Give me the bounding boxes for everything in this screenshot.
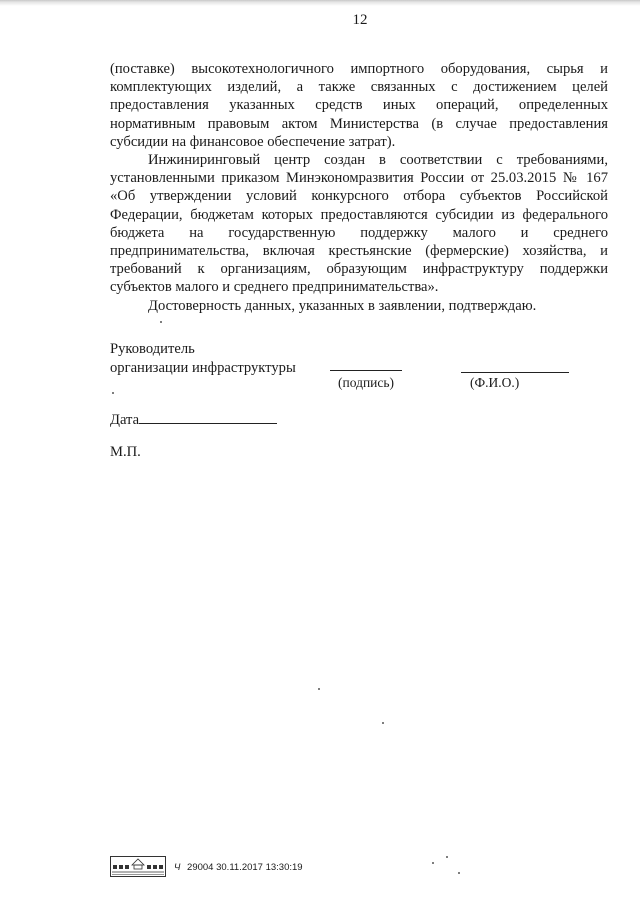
signature-line: [330, 370, 402, 371]
date-label: Дата: [110, 412, 140, 428]
document-system-logo-icon: [110, 856, 166, 877]
registration-stamp: [174, 862, 303, 873]
signer-role-line-2: организации инфраструктуры: [110, 360, 296, 376]
signer-role-line-1: Руководитель: [110, 341, 195, 357]
date-line: [139, 410, 277, 424]
scan-speck: [382, 722, 384, 724]
paragraph-confirmation: Достоверность данных, указанных в заявлении, подтверждаю.: [148, 297, 537, 314]
paragraph-engineering-center: Инжиниринговый центр создан в соответствии с требованиями, установленными приказом Минэкономразвития России от 25.03.2015 № 167 «Об утверждении условий конкурсного отбора субъектов Российской Федерации, бюджетам которых предоставляются субсидии из федерального бюджета на государственную поддержку малого и среднего предпринимательства, включая крестьянские (фермерские) хозяйства, и требований к организациям, образующим инфраструктуру поддержки субъектов малого и среднего предпринимательства».: [110, 152, 608, 296]
registration-datetime: 30.11.2017 13:30:19: [216, 862, 303, 873]
registration-number: 29004: [187, 862, 214, 873]
scan-speck: [432, 862, 434, 864]
document-body: [110, 60, 608, 315]
name-caption: (Ф.И.О.): [470, 375, 520, 390]
scan-speck: [160, 321, 162, 323]
scan-speck: [446, 856, 448, 858]
signer-block: [110, 340, 296, 378]
scan-edge-artifact: [0, 0, 640, 6]
date-field: [110, 410, 277, 429]
page-number: 12: [352, 12, 368, 28]
name-line: [461, 372, 569, 373]
scan-speck: [458, 872, 460, 874]
paragraph-continuation: (поставке) высокотехнологичного импортного оборудования, сырья и комплектующих изделий, а также связанных с достижением целей предоставления указанных средств иных операций, определенных нормативным правовым актом Министерства (в случае предоставления субсидии на финансовое обеспечение затрат).: [110, 61, 608, 150]
scan-speck: [112, 392, 114, 394]
stamp-place-label: М.П.: [110, 444, 141, 460]
signature-caption: (подпись): [338, 375, 395, 390]
scan-speck: [318, 688, 320, 690]
registration-mark: Ч: [174, 862, 181, 873]
